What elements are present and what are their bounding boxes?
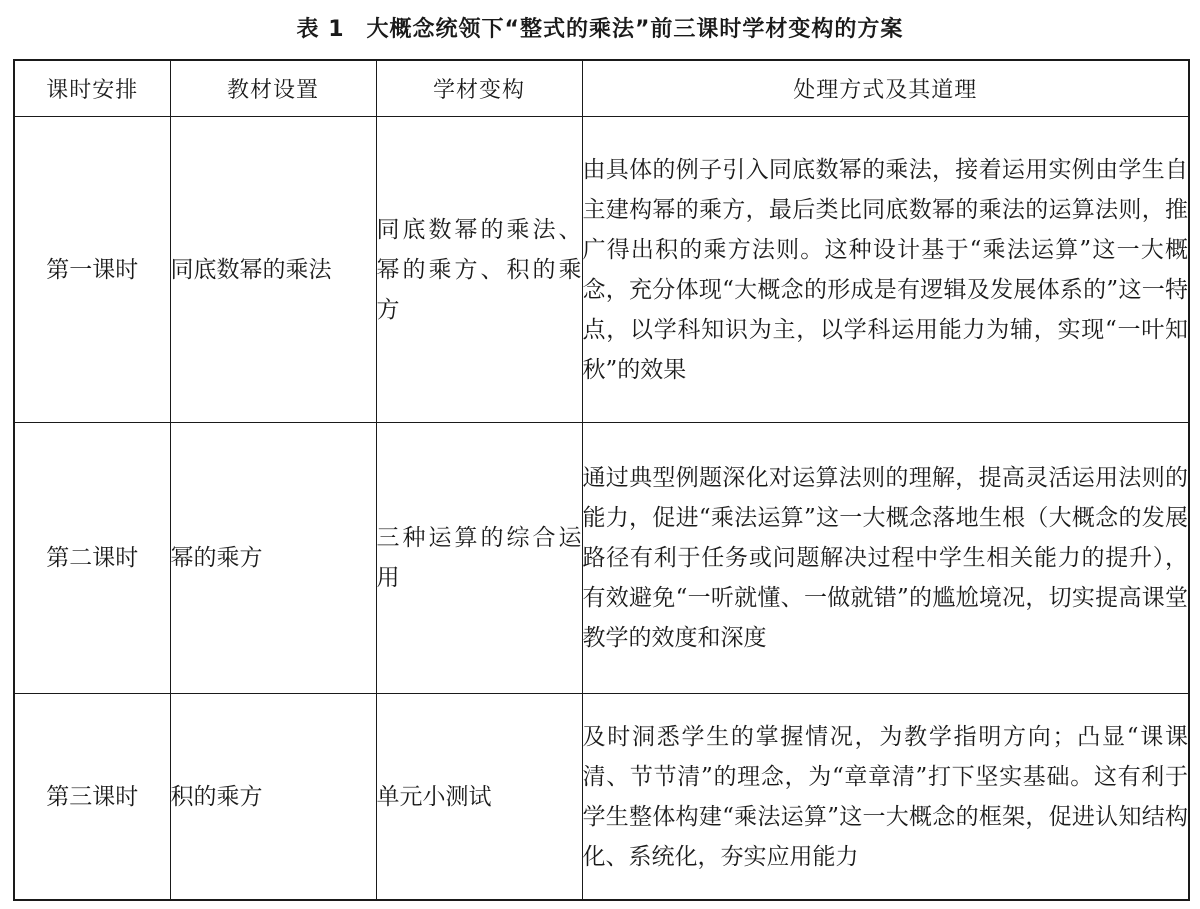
- header-textbook: 教材设置: [170, 60, 376, 117]
- cell-textbook: 幂的乘方: [170, 423, 376, 694]
- cell-textbook: 同底数幂的乘法: [170, 117, 376, 423]
- cell-approach: 由具体的例子引入同底数幂的乘法，接着运用实例由学生自主建构幂的乘方，最后类比同底数幂的乘法的运算法则，推广得出积的乘方法则。这种设计基于“乘法运算”这一大概念，充分体现“大概念的形成是有逻辑及发展体系的”这一特点，以学科知识为主，以学科运用能力为辅，实现“一叶知秋”的效果: [582, 117, 1189, 423]
- cell-textbook: 积的乘方: [170, 694, 376, 901]
- table-number: 表 1: [296, 17, 345, 42]
- header-restructure: 学材变构: [376, 60, 582, 117]
- table-row: [14, 423, 1189, 694]
- table-row: [14, 117, 1189, 423]
- cell-lesson: 第一课时: [14, 117, 170, 423]
- lesson-plan-table: [13, 59, 1190, 901]
- cell-approach: 及时洞悉学生的掌握情况，为教学指明方向；凸显“课课清、节节清”的理念，为“章章清”打下坚实基础。这有利于学生整体构建“乘法运算”这一大概念的框架，促进认知结构化、系统化，夯实应用能力: [582, 694, 1189, 901]
- table-title: 大概念统领下“整式的乘法”前三课时学材变构的方案: [366, 17, 904, 42]
- cell-approach: 通过典型例题深化对运算法则的理解，提高灵活运用法则的能力，促进“乘法运算”这一大概念落地生根（大概念的发展路径有利于任务或问题解决过程中学生相关能力的提升），有效避免“一听就懂、一做就错”的尴尬境况，切实提高课堂教学的效度和深度: [582, 423, 1189, 694]
- header-lesson: 课时安排: [14, 60, 170, 117]
- table-row: [14, 694, 1189, 901]
- cell-lesson: 第二课时: [14, 423, 170, 694]
- header-row: [14, 60, 1189, 117]
- header-approach: 处理方式及其道理: [582, 60, 1189, 117]
- table-caption: [0, 12, 1200, 43]
- cell-restructure: 单元小测试: [376, 694, 582, 901]
- cell-restructure: 同底数幂的乘法、幂的乘方、积的乘方: [376, 117, 582, 423]
- cell-lesson: 第三课时: [14, 694, 170, 901]
- cell-restructure: 三种运算的综合运用: [376, 423, 582, 694]
